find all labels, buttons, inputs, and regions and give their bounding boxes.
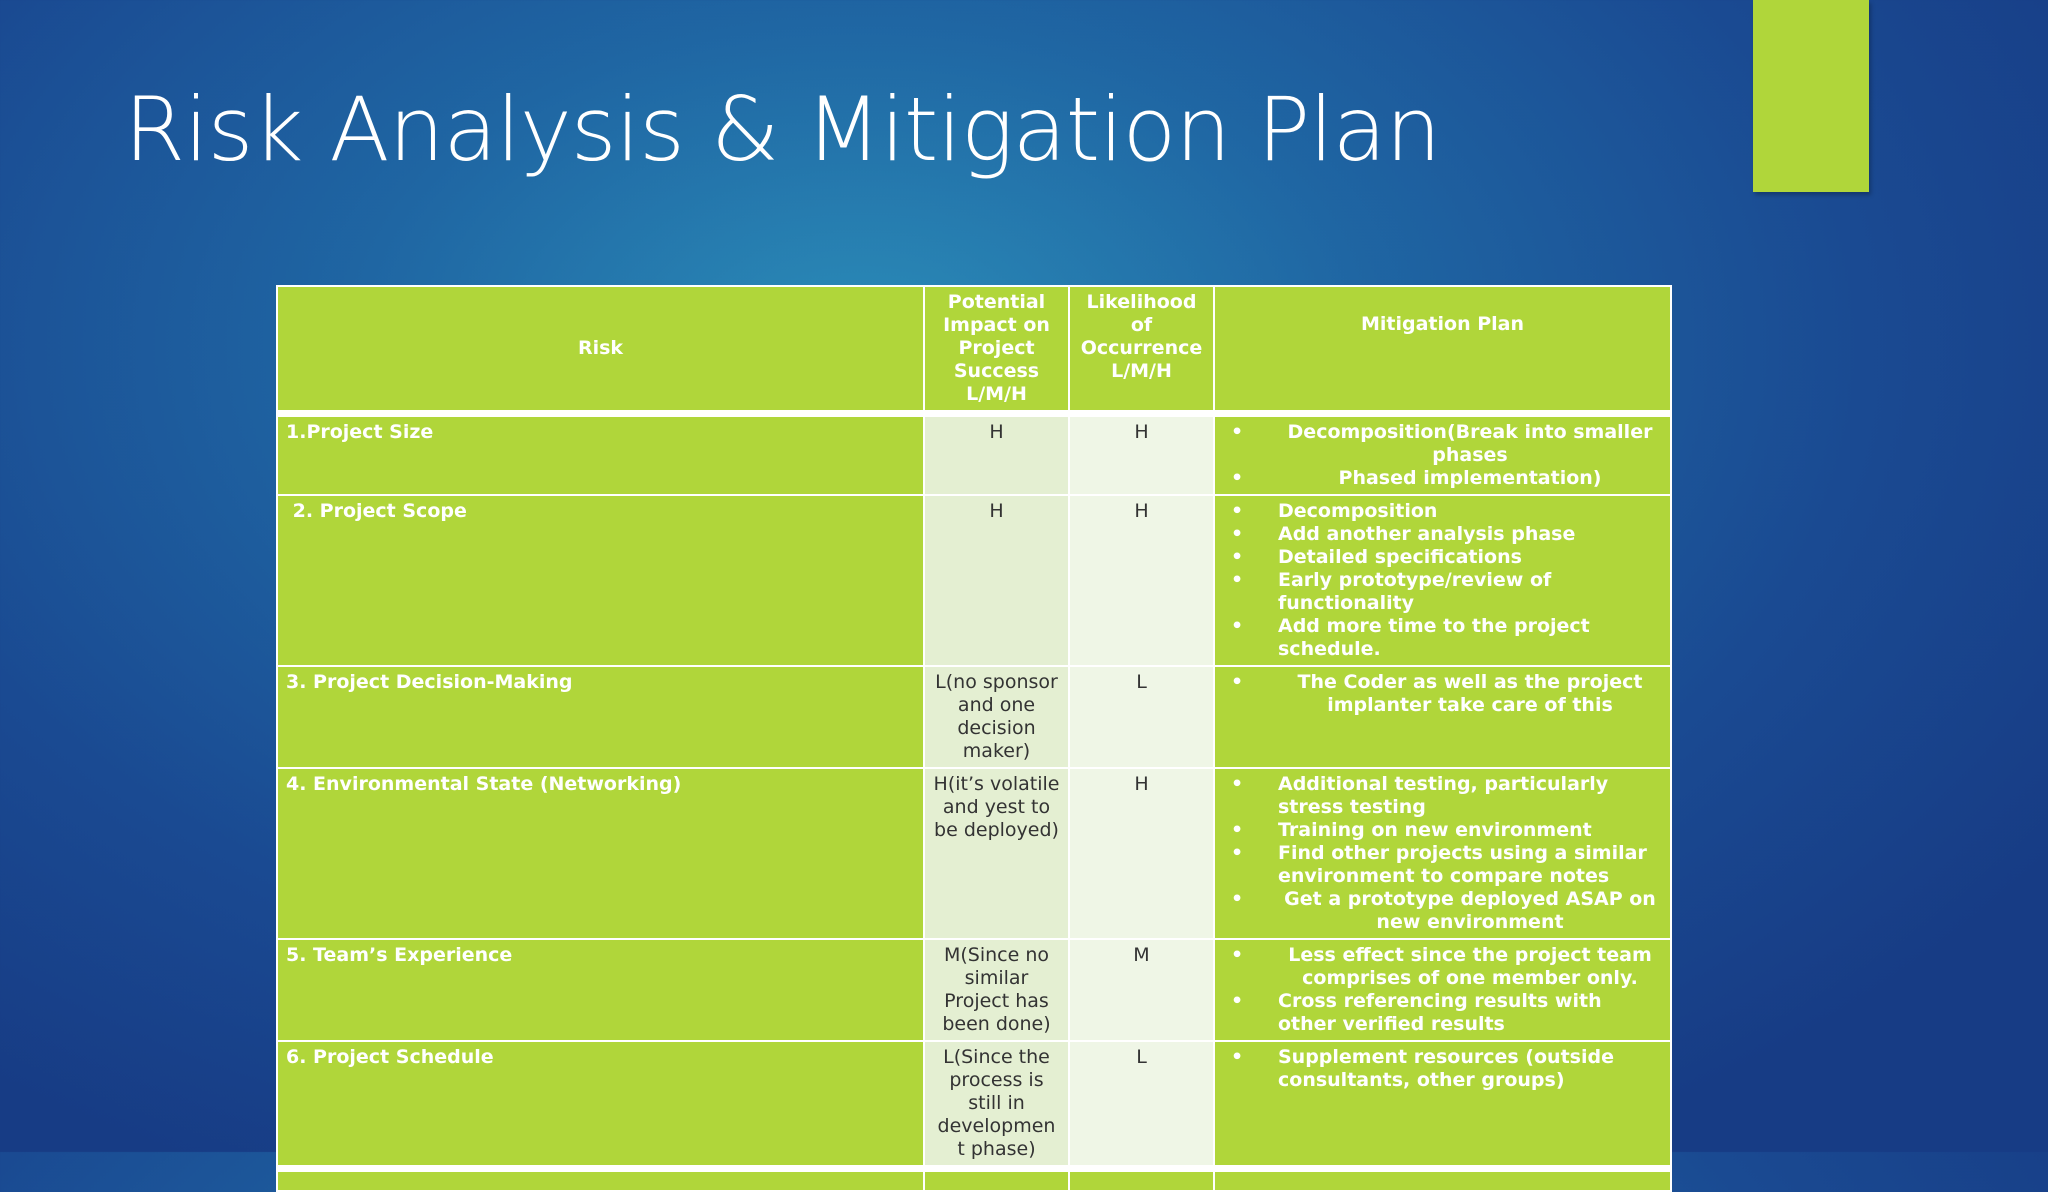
risk-cell: 4. Environmental State (Networking) — [277, 768, 924, 939]
accent-bar — [1753, 0, 1869, 192]
risk-table — [276, 285, 1672, 1192]
mitigation-item: • The Coder as well as the project implanter take care of this — [1223, 671, 1662, 717]
mitigation-list — [1223, 500, 1662, 661]
mitigation-item: • Add more time to the project schedule. — [1223, 615, 1662, 661]
likelihood-cell: L — [1069, 1041, 1214, 1169]
mitigation-item: • Add another analysis phase — [1223, 523, 1662, 546]
mitigation-item: • Supplement resources (outside consultants, other groups) — [1223, 1046, 1662, 1092]
likelihood-cell: H — [1069, 495, 1214, 666]
mitigation-item: • Cross referencing results with other verified results — [1223, 990, 1662, 1036]
mitigation-item: • Phased implementation) — [1223, 467, 1662, 490]
mitigation-cell — [1214, 495, 1671, 666]
header-impact: Potential Impact on Project Success L/M/H — [924, 286, 1069, 414]
mitigation-item: • Less effect since the project team comprises of one member only. — [1223, 944, 1662, 990]
impact-cell: L(Since the process is still in developmen t phase) — [924, 1041, 1069, 1169]
table-row — [277, 414, 1671, 496]
impact-cell: M(Since no similar Project has been done) — [924, 939, 1069, 1041]
mitigation-list — [1223, 671, 1662, 717]
table-row — [277, 1041, 1671, 1169]
empty-cell — [1069, 1169, 1214, 1191]
header-likelihood: Likelihood of Occurrence L/M/H — [1069, 286, 1214, 414]
mitigation-item: • Additional testing, particularly stress testing — [1223, 773, 1662, 819]
table-row — [277, 768, 1671, 939]
header-row — [277, 286, 1671, 414]
impact-cell: L(no sponsor and one decision maker) — [924, 666, 1069, 768]
likelihood-cell: H — [1069, 768, 1214, 939]
risk-cell: 1.Project Size — [277, 414, 924, 496]
mitigation-list — [1223, 421, 1662, 490]
risk-cell: 5. Team’s Experience — [277, 939, 924, 1041]
likelihood-cell: L — [1069, 666, 1214, 768]
risk-cell: 6. Project Schedule — [277, 1041, 924, 1169]
mitigation-item: • Training on new environment — [1223, 819, 1662, 842]
mitigation-item: • Find other projects using a similar environment to compare notes — [1223, 842, 1662, 888]
mitigation-cell — [1214, 1041, 1671, 1169]
header-risk: Risk — [277, 286, 924, 414]
empty-cell — [1214, 1169, 1671, 1191]
impact-cell: H(it’s volatile and yest to be deployed) — [924, 768, 1069, 939]
mitigation-cell — [1214, 939, 1671, 1041]
mitigation-item: • Get a prototype deployed ASAP on new environment — [1223, 888, 1662, 934]
risk-cell: 2. Project Scope — [277, 495, 924, 666]
mitigation-list — [1223, 773, 1662, 934]
table-row — [277, 939, 1671, 1041]
mitigation-list — [1223, 1046, 1662, 1092]
table-footer-row — [277, 1169, 1671, 1191]
mitigation-list — [1223, 944, 1662, 1036]
mitigation-item: • Decomposition(Break into smaller phases — [1223, 421, 1662, 467]
likelihood-cell: M — [1069, 939, 1214, 1041]
impact-cell: H — [924, 414, 1069, 496]
mitigation-cell — [1214, 768, 1671, 939]
mitigation-item: • Decomposition — [1223, 500, 1662, 523]
slide-title: Risk Analysis & Mitigation Plan — [124, 78, 1441, 181]
table-row — [277, 495, 1671, 666]
empty-cell — [924, 1169, 1069, 1191]
mitigation-item: • Detailed specifications — [1223, 546, 1662, 569]
risk-cell: 3. Project Decision-Making — [277, 666, 924, 768]
mitigation-item: • Early prototype/review of functionality — [1223, 569, 1662, 615]
header-mitigation: Mitigation Plan — [1214, 286, 1671, 414]
likelihood-cell: H — [1069, 414, 1214, 496]
impact-cell: H — [924, 495, 1069, 666]
mitigation-cell — [1214, 414, 1671, 496]
empty-cell — [277, 1169, 924, 1191]
mitigation-cell — [1214, 666, 1671, 768]
table-row — [277, 666, 1671, 768]
